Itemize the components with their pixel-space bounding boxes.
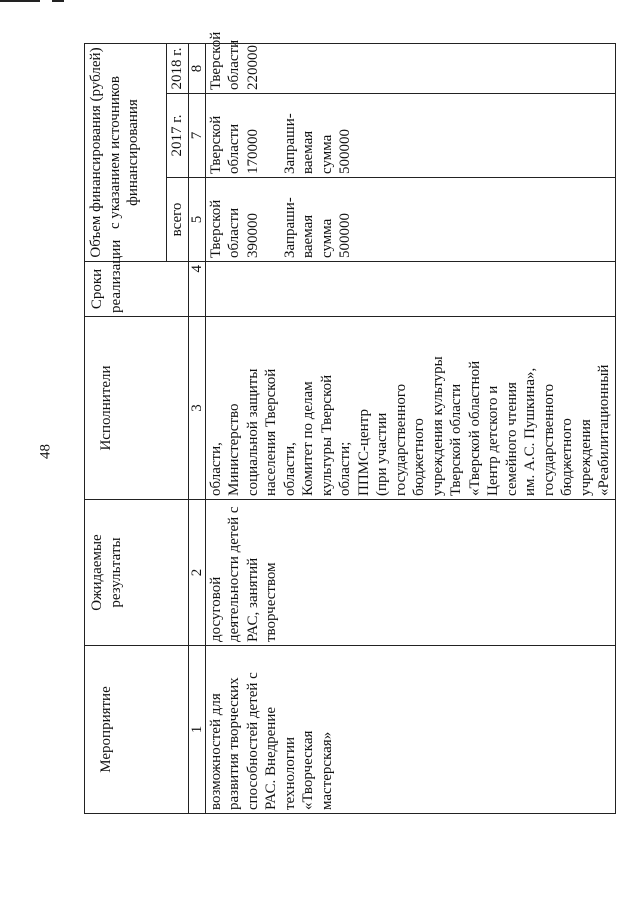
header-terms: Сроки реализации: [85, 262, 189, 317]
header-activity: Мероприятие: [85, 646, 189, 814]
header-total: всего: [167, 178, 189, 262]
column-number-4: 4: [188, 262, 205, 317]
cell-terms: [205, 262, 615, 317]
column-number-7: 7: [188, 94, 205, 178]
header-2018: 2018 г.: [167, 43, 189, 93]
header-funding: Объем финансирования (рублей) с указанием источников финансирования: [85, 43, 167, 261]
table-row: [205, 43, 615, 813]
page-number: 48: [37, 444, 54, 459]
cell-2017: Тверской области 170000 Запраши- ваемая сумма 500000: [205, 94, 615, 178]
scan-edge-mark-right: [52, 0, 64, 2]
header-2017: 2017 г.: [167, 94, 189, 178]
header-results: Ожидаемые результаты: [85, 500, 189, 646]
cell-total: Тверской области 390000 Запраши- ваемая сумма 500000: [205, 178, 615, 262]
column-number-5: 5: [188, 178, 205, 262]
column-number-2: 2: [188, 500, 205, 646]
cell-results: досуговой деятельности детей с РАС, занятий творчеством: [205, 500, 615, 646]
header-executors: Исполнители: [85, 317, 189, 500]
cell-executors: области, Министерство социальной защиты населения Тверской области, Комитет по делам культуры Тверской области; ППМС-центр (при участии государственного бюджетного учреждения культуры Тверской области «Тверской областной Центр детского и семейного чтения им. А.С. Пушкина», государственного бюджетного учреждения «Реабилитационный: [205, 317, 615, 500]
cell-2018: Тверской области 220000: [205, 43, 615, 93]
funding-table: [84, 31, 616, 814]
rotated-table-sheet: [84, 31, 612, 814]
column-number-3: 3: [188, 317, 205, 500]
column-number-1: 1: [188, 646, 205, 814]
scan-edge-mark-left: [0, 0, 40, 2]
column-number-8: 8: [188, 43, 205, 93]
cell-activity: возможностей для развития творческих способностей детей с РАС. Внедрение технологии «Творческая мастерская»: [205, 646, 615, 814]
